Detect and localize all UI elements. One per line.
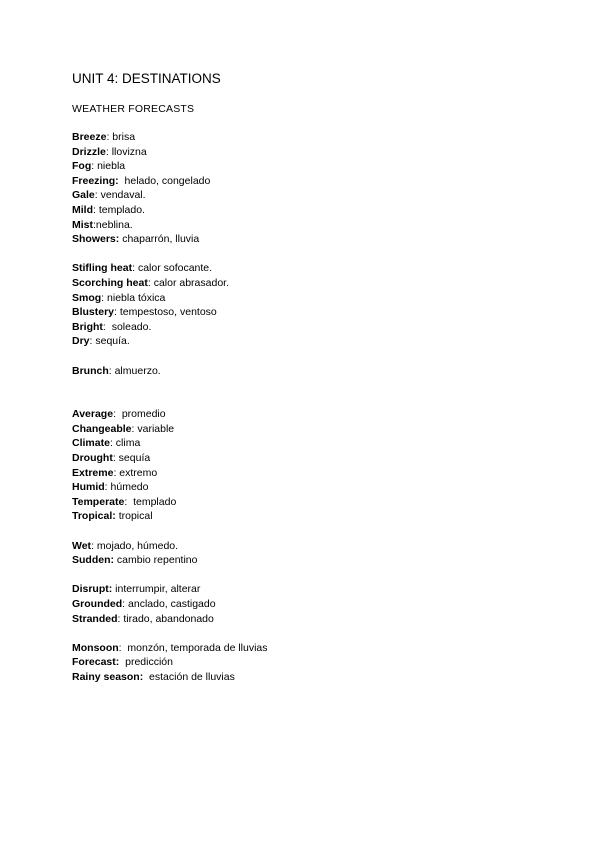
entry-definition: tropical bbox=[118, 510, 153, 523]
section-subtitle: WEATHER FORECASTS bbox=[72, 103, 195, 115]
entry-separator: : bbox=[105, 145, 112, 158]
group-spacer bbox=[72, 247, 552, 262]
glossary-entry bbox=[72, 582, 552, 597]
entry-term: Changeable bbox=[72, 422, 132, 435]
glossary-entry bbox=[72, 670, 552, 685]
entry-definition: llovizna bbox=[111, 145, 147, 158]
entry-separator: : bbox=[108, 364, 115, 377]
entry-definition: chaparrón, lluvia bbox=[122, 233, 200, 246]
entry-definition: templado. bbox=[98, 203, 145, 216]
glossary-group bbox=[72, 364, 552, 379]
entry-definition: niebla bbox=[97, 160, 126, 173]
entry-separator: : bbox=[91, 160, 98, 173]
entry-definition: helado, congelado bbox=[124, 174, 211, 187]
entry-separator: : bbox=[94, 189, 101, 202]
entry-definition: estación de lluvias bbox=[149, 670, 235, 683]
entry-term: Humid bbox=[72, 481, 105, 494]
entry-term: Monsoon bbox=[72, 641, 119, 654]
entry-term: Gale bbox=[72, 189, 95, 202]
entry-term: Wet bbox=[72, 539, 92, 552]
entry-separator: : bbox=[113, 408, 122, 421]
entry-separator: : bbox=[93, 218, 96, 231]
glossary-entry bbox=[72, 203, 552, 218]
entry-definition: clima bbox=[115, 437, 141, 450]
glossary-entry bbox=[72, 188, 552, 203]
entry-separator: : bbox=[122, 598, 129, 610]
group-spacer bbox=[72, 568, 552, 583]
entry-term: Freezing: bbox=[72, 174, 119, 187]
entry-term: Disrupt: bbox=[72, 583, 113, 596]
entry-definition: anclado, castigado bbox=[128, 598, 216, 610]
entry-term: Smog bbox=[72, 291, 102, 304]
entry-separator: : bbox=[147, 276, 154, 289]
entry-term: Scorching heat bbox=[72, 276, 148, 289]
entry-definition: almuerzo. bbox=[114, 364, 161, 377]
entry-definition: tempestoso, ventoso bbox=[119, 306, 217, 319]
entry-definition: calor sofocante. bbox=[137, 262, 213, 275]
entry-definition: brisa bbox=[112, 131, 136, 143]
entry-term: Mild bbox=[72, 203, 93, 216]
entry-term: Fog bbox=[72, 160, 92, 173]
entry-definition: monzón, temporada de lluvias bbox=[127, 641, 268, 654]
entry-term: Bright bbox=[72, 320, 103, 333]
glossary-entry bbox=[72, 495, 552, 510]
entry-definition: soleado. bbox=[111, 320, 152, 333]
glossary-entry bbox=[72, 641, 552, 656]
glossary-entry bbox=[72, 159, 552, 174]
glossary-entry bbox=[72, 130, 552, 145]
glossary-entry bbox=[72, 320, 552, 335]
entry-term: Rainy season: bbox=[72, 670, 144, 683]
entry-definition: calor abrasador. bbox=[153, 276, 229, 289]
glossary-entry bbox=[72, 305, 552, 320]
glossary-entry bbox=[72, 291, 552, 306]
entry-separator: : bbox=[131, 422, 138, 435]
entry-term: Grounded bbox=[72, 598, 123, 610]
entry-separator: : bbox=[102, 320, 112, 333]
entry-term: Sudden: bbox=[72, 554, 114, 567]
glossary-entry bbox=[72, 276, 552, 291]
entry-term: Brunch bbox=[72, 364, 109, 377]
group-spacer bbox=[72, 349, 552, 364]
glossary-entry bbox=[72, 553, 552, 568]
glossary-entry bbox=[72, 612, 552, 627]
entry-separator: : bbox=[117, 612, 124, 625]
group-spacer bbox=[72, 378, 552, 407]
entry-separator: : bbox=[109, 437, 116, 450]
entry-separator: : bbox=[93, 203, 99, 216]
glossary-entry bbox=[72, 218, 552, 233]
entry-definition: promedio bbox=[121, 408, 166, 421]
glossary-group bbox=[72, 641, 552, 685]
glossary-entry bbox=[72, 451, 552, 466]
entry-term: Showers: bbox=[72, 233, 120, 246]
entry-definition: predicción bbox=[125, 656, 173, 669]
entry-term: Average bbox=[72, 408, 114, 421]
entry-term: Drought bbox=[72, 452, 113, 465]
entry-term: Temperate bbox=[72, 495, 125, 508]
glossary-entry bbox=[72, 232, 552, 247]
glossary-entry bbox=[72, 364, 552, 379]
entry-definition: templado bbox=[133, 495, 177, 508]
document-page bbox=[72, 70, 552, 685]
entry-separator: : bbox=[89, 335, 96, 348]
glossary-entry bbox=[72, 509, 552, 524]
entry-separator: : bbox=[106, 131, 113, 143]
glossary-group bbox=[72, 130, 552, 247]
entry-term: Stifling heat bbox=[72, 262, 133, 275]
entry-separator: : bbox=[112, 452, 119, 465]
glossary-entry bbox=[72, 480, 552, 495]
glossary-group bbox=[72, 582, 552, 626]
entry-definition: sequía bbox=[118, 452, 151, 465]
glossary-entry bbox=[72, 655, 552, 670]
glossary-entry bbox=[72, 539, 552, 554]
entry-definition: húmedo bbox=[110, 481, 149, 494]
group-spacer bbox=[72, 626, 552, 641]
glossary-entry bbox=[72, 597, 552, 612]
glossary-group bbox=[72, 539, 552, 568]
entry-term: Blustery bbox=[72, 306, 115, 319]
entry-term: Forecast: bbox=[72, 656, 120, 669]
entry-separator: : bbox=[101, 291, 108, 304]
group-spacer bbox=[72, 524, 552, 539]
entry-definition: vendaval. bbox=[100, 189, 146, 202]
entry-separator: : bbox=[124, 495, 134, 508]
entry-definition: extremo bbox=[119, 466, 158, 479]
entry-separator: : bbox=[91, 539, 97, 552]
glossary-group bbox=[72, 261, 552, 349]
entry-separator: : bbox=[113, 466, 120, 479]
glossary-entry bbox=[72, 261, 552, 276]
entry-definition: neblina. bbox=[95, 218, 133, 231]
entry-term: Drizzle bbox=[72, 145, 106, 158]
entry-separator: : bbox=[132, 262, 138, 275]
entry-definition: niebla tóxica bbox=[107, 291, 166, 304]
page-title: UNIT 4: DESTINATIONS bbox=[72, 71, 221, 86]
entry-term: Mist bbox=[72, 218, 93, 231]
glossary bbox=[72, 130, 552, 685]
entry-definition: interrumpir, alterar bbox=[115, 583, 201, 596]
entry-definition: cambio repentino bbox=[116, 554, 198, 567]
glossary-entry bbox=[72, 466, 552, 481]
entry-term: Stranded bbox=[72, 612, 118, 625]
entry-term: Extreme bbox=[72, 466, 114, 479]
entry-definition: tirado, abandonado bbox=[123, 612, 214, 625]
entry-separator: : bbox=[104, 481, 111, 494]
glossary-entry bbox=[72, 174, 552, 189]
entry-definition: sequía. bbox=[95, 335, 130, 348]
glossary-entry bbox=[72, 407, 552, 422]
entry-separator: : bbox=[118, 641, 128, 654]
entry-term: Dry bbox=[72, 335, 90, 348]
glossary-group bbox=[72, 407, 552, 524]
entry-definition: mojado, húmedo. bbox=[96, 539, 179, 552]
glossary-entry bbox=[72, 145, 552, 160]
entry-definition: variable bbox=[137, 422, 175, 435]
entry-separator: : bbox=[114, 306, 120, 319]
glossary-entry bbox=[72, 436, 552, 451]
entry-term: Climate bbox=[72, 437, 110, 450]
entry-term: Breeze bbox=[72, 131, 107, 143]
glossary-entry bbox=[72, 334, 552, 349]
entry-term: Tropical: bbox=[72, 510, 116, 523]
glossary-entry bbox=[72, 422, 552, 437]
